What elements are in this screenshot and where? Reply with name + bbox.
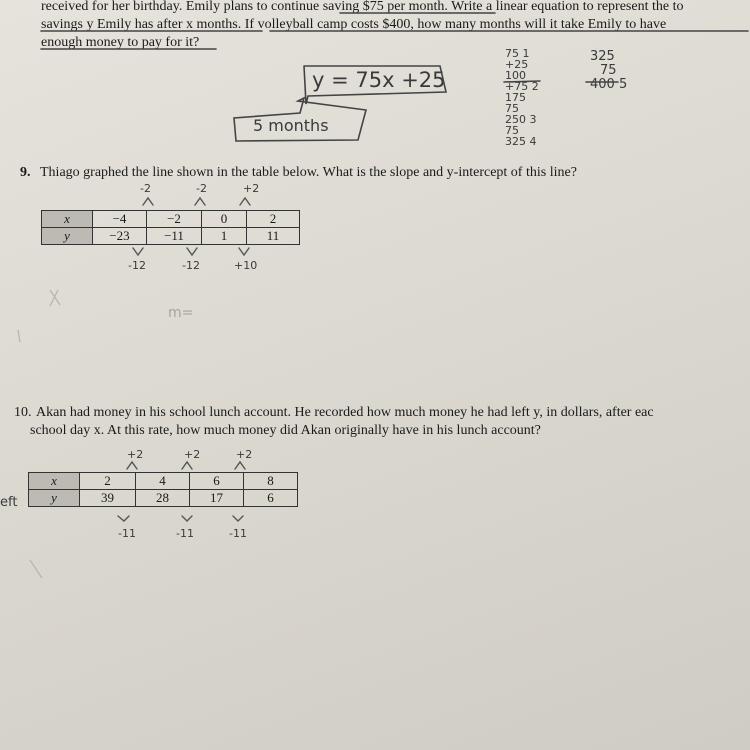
work-step: 250 3 <box>505 113 537 126</box>
table-cell: 6 <box>190 473 244 490</box>
p9-bottom-mark: -12 <box>128 259 146 272</box>
table-cell: 28 <box>136 490 190 507</box>
p10-bottom-mark: -11 <box>118 527 136 540</box>
work-step: 75 <box>505 124 519 137</box>
table-cell: −23 <box>93 228 147 245</box>
row-label-y: y <box>29 490 80 507</box>
work-step: +75 2 <box>505 80 539 93</box>
problem8-line1: received for her birthday. Emily plans to continue saving $75 per month. Write a linear equation to represent the to <box>41 0 684 14</box>
p9-bottom-mark: -12 <box>182 259 200 272</box>
problem9-text: Thiago graphed the line shown in the table below. What is the slope and y-intercept of this line? <box>40 165 577 180</box>
table-cell: 17 <box>190 490 244 507</box>
p10-bottom-mark: -11 <box>229 527 247 540</box>
problem8-line2: savings y Emily has after x months. If volleyball camp costs $400, how many months will it take Emily to have <box>41 17 667 32</box>
table-cell: 6 <box>244 490 298 507</box>
problem10-line2: school day x. At this rate, how much money did Akan originally have in his lunch account? <box>30 423 541 438</box>
answer-months: 5 months <box>253 116 329 135</box>
table-cell: 11 <box>247 228 300 245</box>
problem9-number: 9. <box>20 165 31 180</box>
work-step: 175 <box>505 91 526 104</box>
problem10-line1: Akan had money in his school lunch account. He recorded how much money he had left y, in dollars, after eac <box>36 405 654 420</box>
slope-scribble: m= <box>168 305 194 321</box>
work-step: 75 <box>505 102 519 115</box>
problem8-line3: enough money to pay for it? <box>41 35 200 50</box>
work-step: 400 5 <box>590 77 628 92</box>
row-label-x: x <box>29 473 80 490</box>
table-cell: 2 <box>80 473 136 490</box>
p9-bottom-mark: +10 <box>234 259 258 272</box>
problem10-number: 10. <box>14 405 32 420</box>
row-label-x: x <box>42 211 93 228</box>
p10-bottom-mark: -11 <box>176 527 194 540</box>
table-cell: 8 <box>244 473 298 490</box>
answer-equation: y = 75x +25 <box>312 68 446 92</box>
p9-top-mark: +2 <box>243 182 260 195</box>
table-cell: 4 <box>136 473 190 490</box>
p9-top-mark: -2 <box>196 182 207 195</box>
work-step: 75 1 <box>505 47 530 60</box>
p9-top-mark: -2 <box>140 182 151 195</box>
work-step: 75 <box>600 63 617 78</box>
p10-top-mark: +2 <box>184 448 201 461</box>
p10-top-mark: +2 <box>236 448 253 461</box>
table-cell: −4 <box>93 211 147 228</box>
table-cell: −2 <box>147 211 202 228</box>
table-cell: 39 <box>80 490 136 507</box>
work-step: 325 4 <box>505 135 537 148</box>
work-step: 100 <box>505 69 526 82</box>
table-cell: 2 <box>247 211 300 228</box>
table-cell: 1 <box>202 228 247 245</box>
row-label-y: y <box>42 228 93 245</box>
margin-note: eft <box>0 495 18 510</box>
work-step: 325 <box>590 49 615 64</box>
table-cell: 0 <box>202 211 247 228</box>
p10-top-mark: +2 <box>127 448 144 461</box>
table-cell: −11 <box>147 228 202 245</box>
work-step: +25 <box>505 58 529 71</box>
